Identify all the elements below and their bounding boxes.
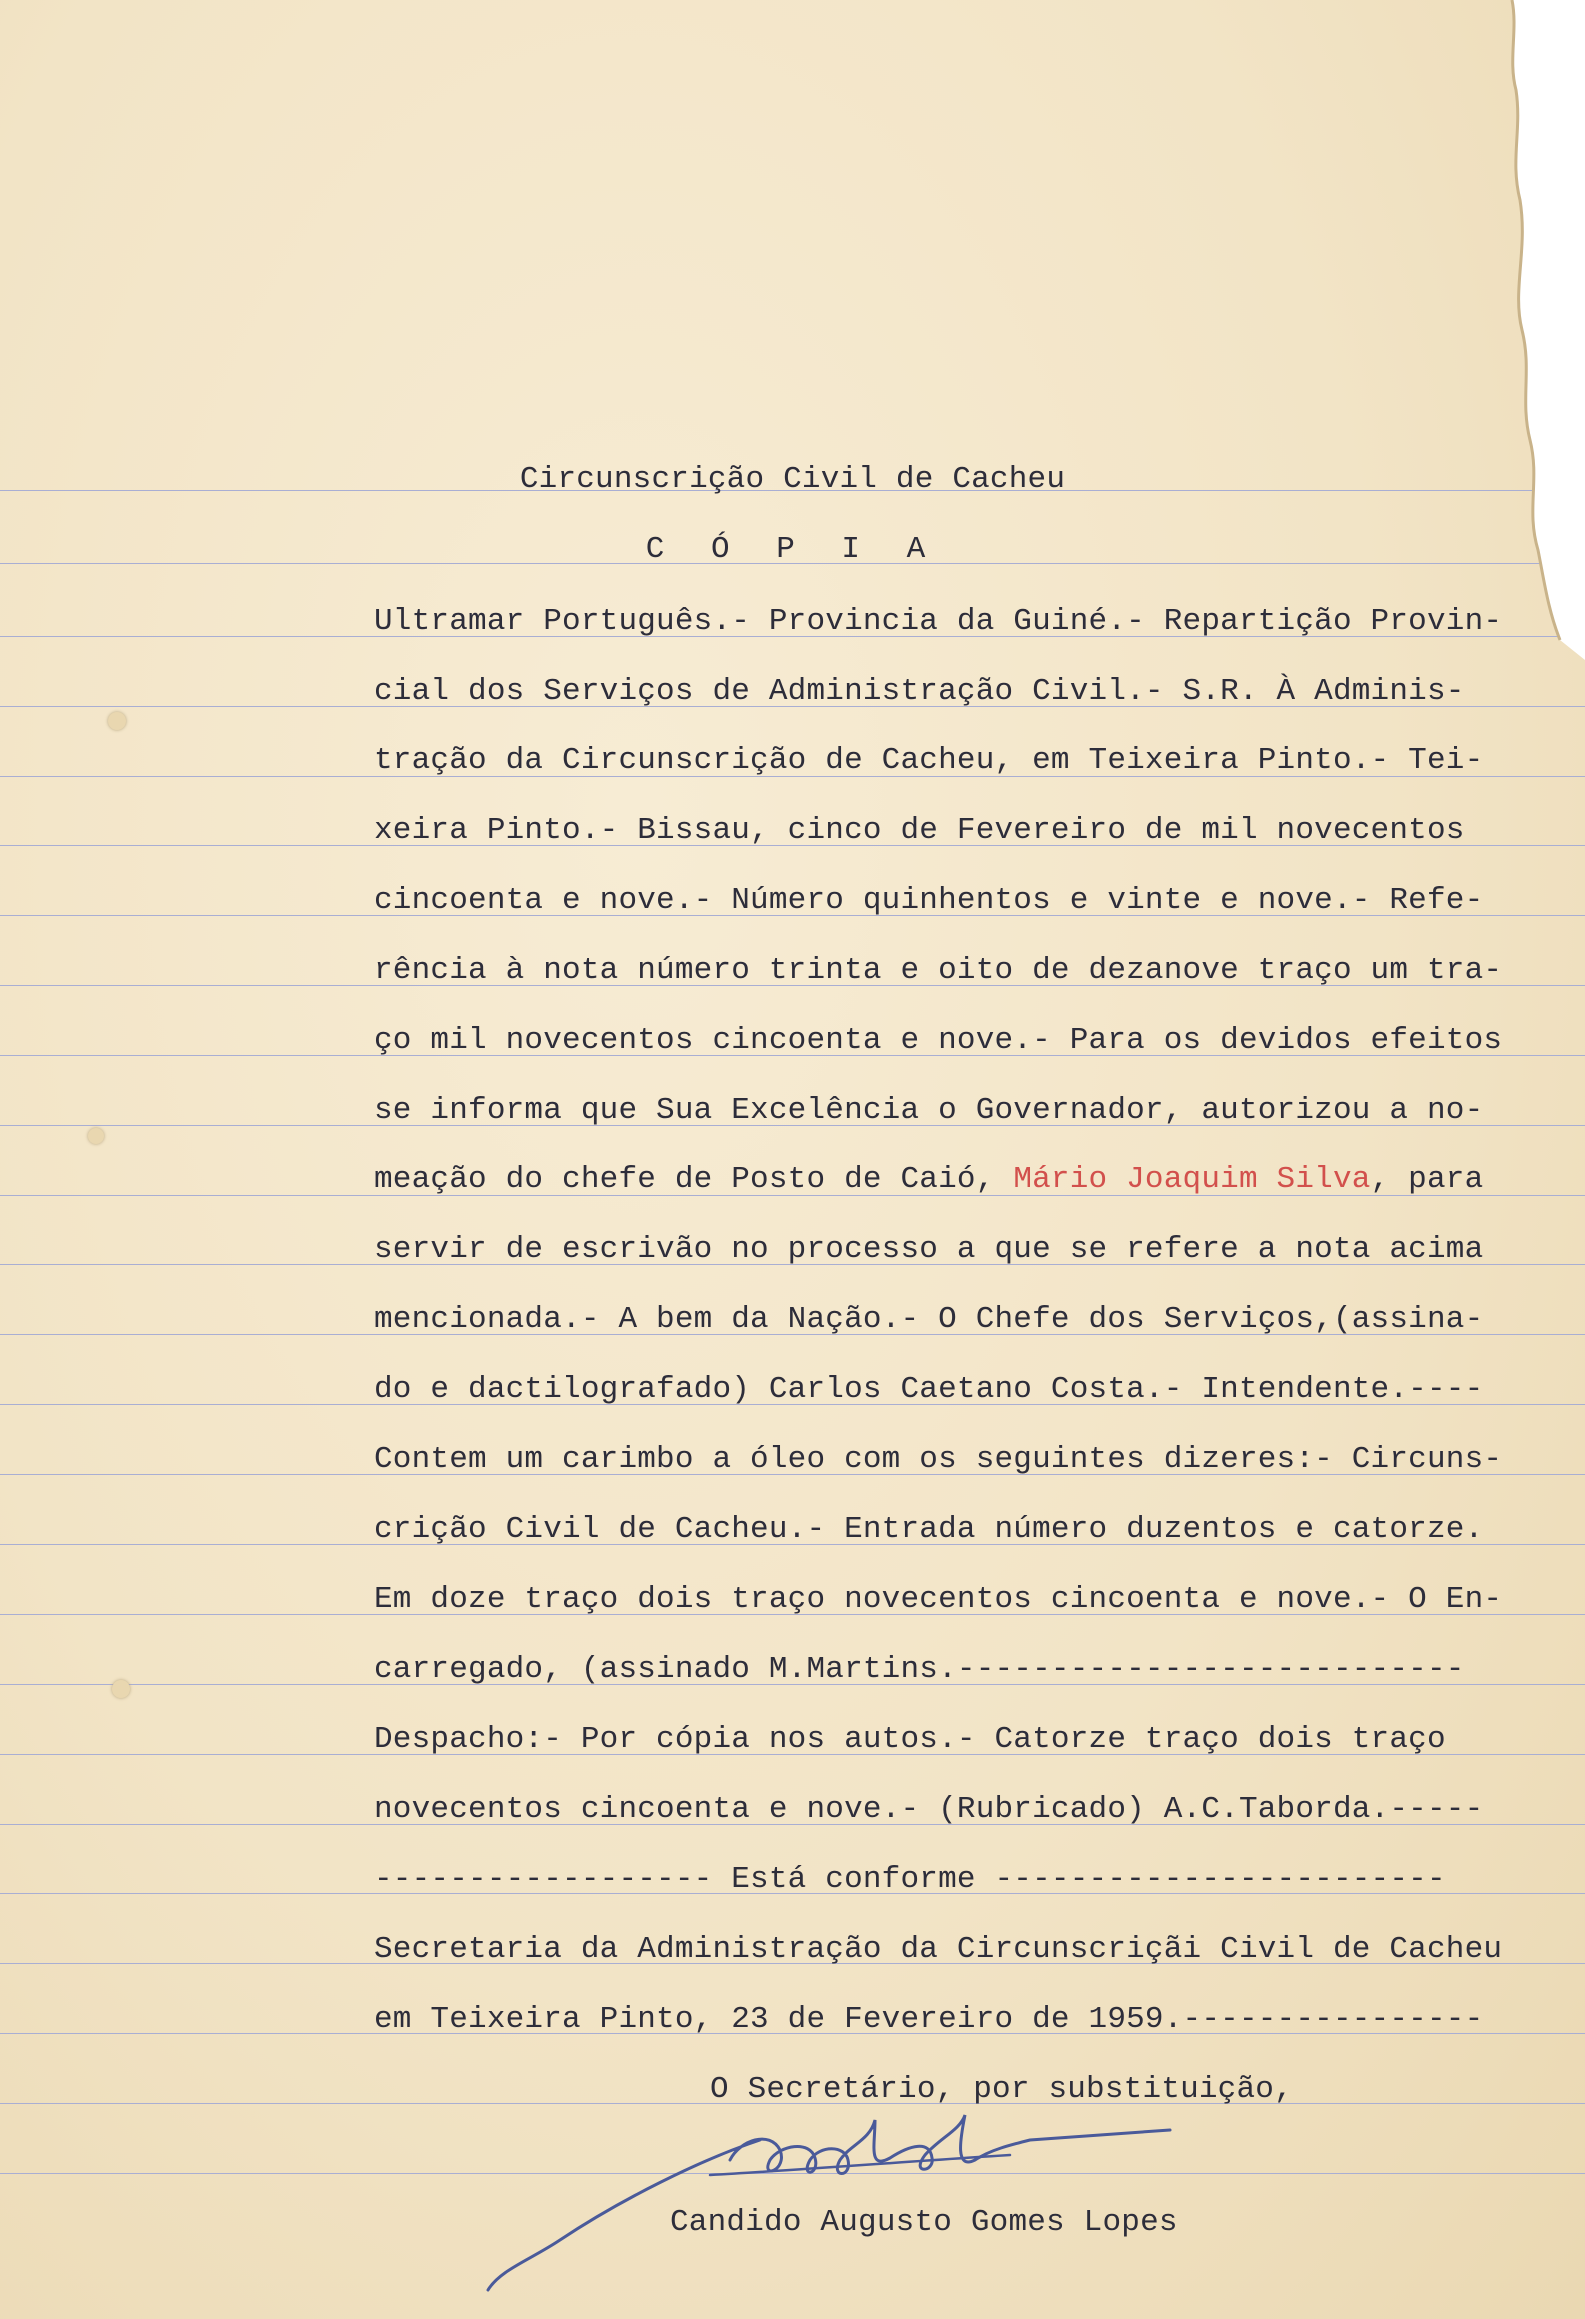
document-title: C Ó P I A — [645, 532, 940, 567]
body-line: se informa que Sua Excelência o Governador, autorizou a no- — [374, 1093, 1484, 1128]
body-line: cial dos Serviços de Administração Civil.- S.R. À Adminis- — [374, 674, 1465, 709]
body-text: , para — [1370, 1162, 1484, 1197]
body-line: novecentos cincoenta e nove.- (Rubricado) A.C.Taborda.----- — [374, 1792, 1484, 1827]
body-line: Secretaria da Administração da Circunscriçãi Civil de Cacheu — [374, 1932, 1503, 1967]
body-line: servir de escrivão no processo a que se refere a nota acima — [374, 1232, 1484, 1267]
body-line: Despacho:- Por cópia nos autos.- Catorze traço dois traço — [374, 1722, 1446, 1757]
body-line: do e dactilografado) Carlos Caetano Costa.- Intendente.---- — [374, 1372, 1484, 1407]
body-line: rência à nota número trinta e oito de dezanove traço um tra- — [374, 953, 1503, 988]
body-line: mencionada.- A bem da Nação.- O Chefe dos Serviços,(assina- — [374, 1302, 1484, 1337]
body-line: tração da Circunscrição de Cacheu, em Teixeira Pinto.- Tei- — [374, 743, 1484, 778]
body-line: cincoenta e nove.- Número quinhentos e vinte e nove.- Refe- — [374, 883, 1484, 918]
document-header: Circunscrição Civil de Cacheu — [519, 462, 1066, 497]
body-text: meação do chefe de Posto de Caió, — [374, 1162, 1014, 1197]
body-line: em Teixeira Pinto, 23 de Fevereiro de 1959.---------------- — [374, 2002, 1484, 2037]
body-line: Contem um carimbo a óleo com os seguintes dizeres:- Circuns- — [374, 1442, 1503, 1477]
body-line: Em doze traço dois traço novecentos cincoenta e nove.- O En- — [374, 1582, 1503, 1617]
body-line: ------------------ Está conforme ------------------------ — [374, 1862, 1446, 1897]
appointee-name: Mário Joaquim Silva — [1013, 1162, 1371, 1197]
body-line: Ultramar Português.- Provincia da Guiné.- Repartição Provin- — [374, 604, 1503, 639]
signatory-name: Candido Augusto Gomes Lopes — [670, 2205, 1178, 2240]
body-line: xeira Pinto.- Bissau, cinco de Fevereiro de mil novecentos — [374, 813, 1465, 848]
body-line: ço mil novecentos cincoenta e nove.- Para os devidos efeitos — [374, 1023, 1503, 1058]
body-line: crição Civil de Cacheu.- Entrada número duzentos e catorze. — [374, 1512, 1484, 1547]
body-line: carregado, (assinado M.Martins.--------------------------- — [374, 1652, 1465, 1687]
closing-line: O Secretário, por substituição, — [710, 2072, 1293, 2107]
